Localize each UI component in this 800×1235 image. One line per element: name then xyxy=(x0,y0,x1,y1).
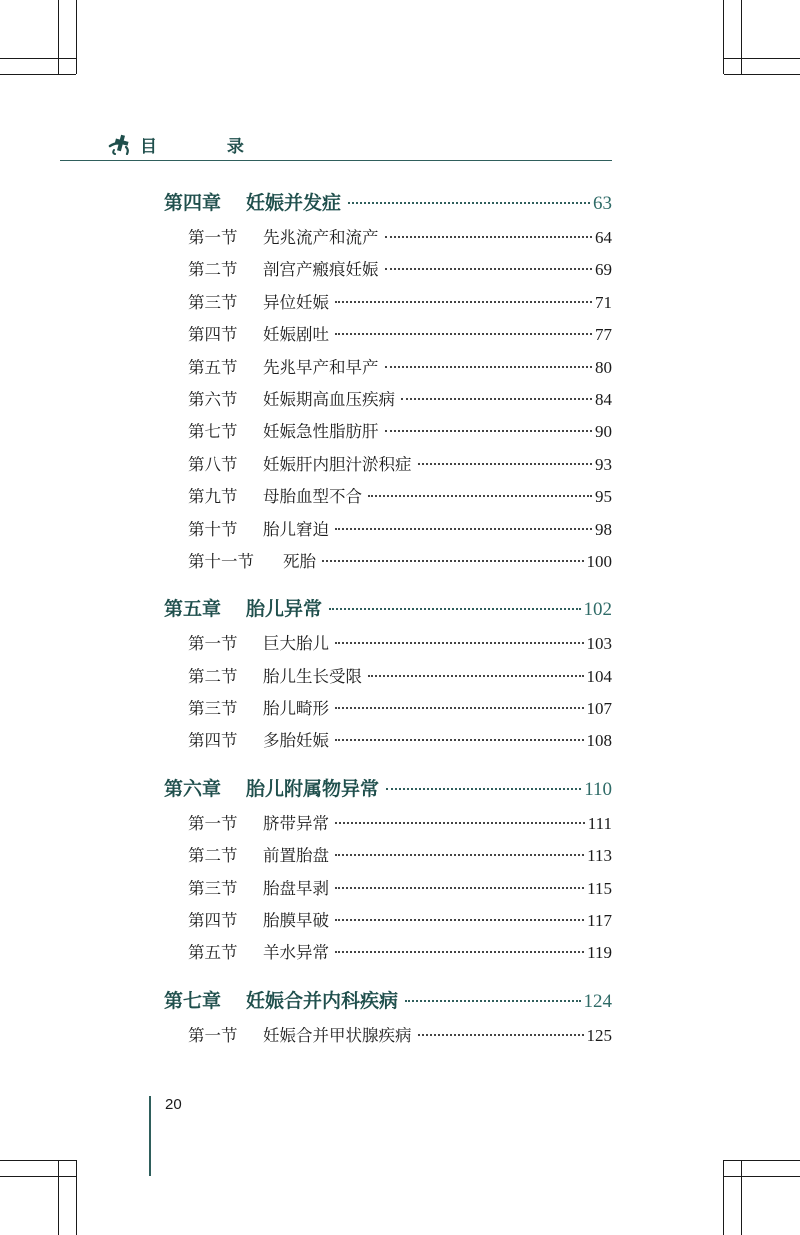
section-number: 第六节 xyxy=(188,389,238,409)
crop-mark xyxy=(76,1160,77,1235)
section-page: 111 xyxy=(587,813,612,833)
crop-mark xyxy=(0,1176,76,1177)
section-title: 脐带异常 xyxy=(263,813,329,833)
chapter-page: 63 xyxy=(593,193,612,214)
section-entry[interactable] xyxy=(164,321,612,353)
section-number: 第三节 xyxy=(188,878,238,898)
dot-leader xyxy=(348,202,590,204)
section-number: 第三节 xyxy=(188,699,238,719)
section-page: 95 xyxy=(595,487,612,507)
section-entry[interactable] xyxy=(164,289,612,321)
section-entry[interactable] xyxy=(164,224,612,256)
section-title: 羊水异常 xyxy=(263,943,329,963)
dot-leader xyxy=(368,675,584,677)
section-page: 113 xyxy=(587,846,612,866)
dot-leader xyxy=(322,560,584,562)
section-page: 108 xyxy=(586,731,612,751)
section-entry[interactable] xyxy=(164,483,612,515)
section-number: 第八节 xyxy=(188,454,238,474)
section-number: 第十一节 xyxy=(188,551,254,571)
chapter-title: 胎儿异常 xyxy=(246,598,323,621)
page-header xyxy=(60,128,612,161)
dot-leader xyxy=(401,398,592,400)
dot-leader xyxy=(335,301,592,303)
section-number: 第四节 xyxy=(188,325,238,345)
crop-mark xyxy=(76,0,77,74)
section-page: 93 xyxy=(595,454,612,474)
section-entry[interactable] xyxy=(164,630,612,662)
section-title: 妊娠合并甲状腺疾病 xyxy=(263,1025,412,1045)
section-entry[interactable] xyxy=(164,695,612,727)
section-number: 第二节 xyxy=(188,260,238,280)
dot-leader xyxy=(418,463,593,465)
section-page: 77 xyxy=(595,325,612,345)
chapter-entry[interactable] xyxy=(164,188,612,224)
section-number: 第七节 xyxy=(188,422,238,442)
section-title: 母胎血型不合 xyxy=(263,487,362,507)
section-title: 妊娠剧吐 xyxy=(263,325,329,345)
dot-leader xyxy=(335,822,585,824)
section-page: 100 xyxy=(586,551,612,571)
dot-leader xyxy=(335,951,584,953)
section-title: 巨大胎儿 xyxy=(263,634,329,654)
section-entry[interactable] xyxy=(164,516,612,548)
chapter-number: 第五章 xyxy=(164,598,222,621)
section-number: 第十节 xyxy=(188,519,238,539)
crop-mark xyxy=(0,58,76,59)
footer-rule xyxy=(149,1096,151,1176)
section-entry[interactable] xyxy=(164,1022,612,1054)
dot-leader xyxy=(329,608,580,610)
crop-mark xyxy=(741,0,742,74)
chapter-number: 第七章 xyxy=(164,989,222,1012)
section-entry[interactable] xyxy=(164,663,612,695)
dot-leader xyxy=(335,919,584,921)
section-number: 第五节 xyxy=(188,943,238,963)
section-entry[interactable] xyxy=(164,386,612,418)
section-page: 119 xyxy=(587,943,612,963)
section-page: 117 xyxy=(587,911,612,931)
crop-mark xyxy=(0,1160,76,1161)
crop-mark xyxy=(724,1176,800,1177)
section-number: 第一节 xyxy=(188,813,238,833)
section-title: 胎膜早破 xyxy=(263,911,329,931)
chapter-block xyxy=(164,774,612,972)
section-number: 第九节 xyxy=(188,487,238,507)
section-entry[interactable] xyxy=(164,256,612,288)
section-title: 异位妊娠 xyxy=(263,292,329,312)
dot-leader xyxy=(385,366,593,368)
section-entry[interactable] xyxy=(164,810,612,842)
dot-leader xyxy=(385,236,593,238)
crop-mark xyxy=(58,0,59,74)
chapter-page: 124 xyxy=(583,990,612,1012)
section-page: 125 xyxy=(586,1025,612,1045)
section-title: 胎儿窘迫 xyxy=(263,519,329,539)
section-title: 剖宫产瘢痕妊娠 xyxy=(263,260,379,280)
dot-leader xyxy=(386,788,581,790)
section-page: 107 xyxy=(586,699,612,719)
section-number: 第一节 xyxy=(188,228,238,247)
section-number: 第二节 xyxy=(188,666,238,686)
crop-mark xyxy=(723,0,724,74)
section-page: 104 xyxy=(586,666,612,686)
dot-leader xyxy=(335,333,592,335)
section-number: 第一节 xyxy=(188,634,238,654)
section-page: 115 xyxy=(587,878,612,898)
section-title: 胎儿畸形 xyxy=(263,699,329,719)
section-page: 84 xyxy=(595,389,612,409)
dot-leader xyxy=(418,1034,584,1036)
section-entry[interactable] xyxy=(164,451,612,483)
chapter-page: 110 xyxy=(584,778,612,800)
dot-leader xyxy=(335,642,584,644)
section-page: 98 xyxy=(595,519,612,539)
crop-mark xyxy=(741,1160,742,1235)
section-title: 多胎妊娠 xyxy=(263,731,329,751)
section-title: 妊娠肝内胆汁淤积症 xyxy=(263,454,412,474)
chapter-entry[interactable] xyxy=(164,986,612,1022)
section-title: 前置胎盘 xyxy=(263,846,329,866)
chapter-entry[interactable] xyxy=(164,774,612,810)
section-number: 第四节 xyxy=(188,731,238,751)
dot-leader xyxy=(385,268,593,270)
section-page: 103 xyxy=(586,634,612,654)
chapter-title: 胎儿附属物异常 xyxy=(246,777,380,800)
chapter-title: 妊娠并发症 xyxy=(246,192,342,214)
section-page: 80 xyxy=(595,357,612,377)
dot-leader xyxy=(405,1000,580,1002)
chapter-number: 第四章 xyxy=(164,192,222,214)
page-number: 20 xyxy=(165,1096,182,1113)
medical-logo-icon xyxy=(108,133,134,155)
section-title: 胎儿生长受限 xyxy=(263,666,362,686)
dot-leader xyxy=(335,887,584,889)
section-entry[interactable] xyxy=(164,354,612,386)
section-number: 第一节 xyxy=(188,1025,238,1045)
section-page: 71 xyxy=(595,292,612,312)
section-page: 69 xyxy=(595,260,612,280)
chapter-page: 102 xyxy=(583,599,612,621)
crop-mark xyxy=(724,74,800,75)
section-number: 第四节 xyxy=(188,911,238,931)
section-page: 64 xyxy=(595,228,612,247)
dot-leader xyxy=(335,739,584,741)
section-entry[interactable] xyxy=(164,727,612,759)
section-entry[interactable] xyxy=(164,548,612,580)
section-title: 先兆早产和早产 xyxy=(263,357,379,377)
chapter-block xyxy=(164,594,612,760)
section-entry[interactable] xyxy=(164,907,612,939)
crop-mark xyxy=(724,1160,800,1161)
dot-leader xyxy=(368,495,592,497)
crop-mark xyxy=(0,74,76,75)
section-number: 第二节 xyxy=(188,846,238,866)
chapter-number: 第六章 xyxy=(164,777,222,800)
dot-leader xyxy=(335,707,584,709)
section-title: 妊娠急性脂肪肝 xyxy=(263,422,379,442)
chapter-block xyxy=(164,188,612,580)
section-title: 死胎 xyxy=(283,551,316,571)
section-entry[interactable] xyxy=(164,418,612,450)
dot-leader xyxy=(385,430,593,432)
crop-mark xyxy=(58,1160,59,1235)
crop-mark xyxy=(723,1160,724,1235)
header-title: 目 录 xyxy=(140,137,276,157)
chapter-title: 妊娠合并内科疾病 xyxy=(246,989,399,1012)
section-title: 胎盘早剥 xyxy=(263,878,329,898)
section-number: 第五节 xyxy=(188,357,238,377)
section-entry[interactable] xyxy=(164,842,612,874)
section-entry[interactable] xyxy=(164,939,612,971)
crop-mark xyxy=(724,58,800,59)
dot-leader xyxy=(335,854,584,856)
section-title: 先兆流产和流产 xyxy=(263,228,379,247)
chapter-entry[interactable] xyxy=(164,594,612,630)
chapter-block xyxy=(164,986,612,1054)
section-page: 90 xyxy=(595,422,612,442)
section-number: 第三节 xyxy=(188,292,238,312)
table-of-contents xyxy=(164,188,612,1068)
section-title: 妊娠期高血压疾病 xyxy=(263,389,395,409)
section-entry[interactable] xyxy=(164,875,612,907)
dot-leader xyxy=(335,528,592,530)
